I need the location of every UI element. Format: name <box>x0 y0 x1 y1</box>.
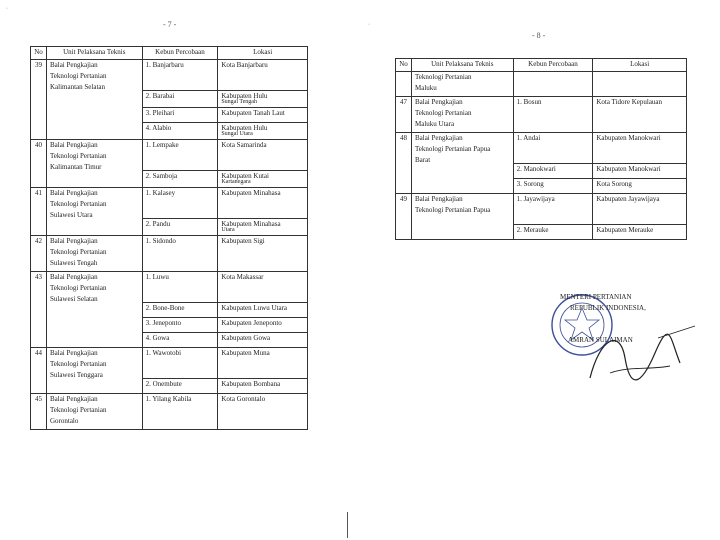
lokasi-cell <box>593 225 687 240</box>
lokasi-text: Kota Makassar <box>221 272 264 281</box>
table-row <box>31 271 308 302</box>
left-table <box>30 46 308 430</box>
table-row <box>396 194 687 225</box>
kebun-cell: 1. Bosun <box>513 97 593 133</box>
lokasi-cell <box>593 179 687 194</box>
lokasi-cell <box>218 218 308 235</box>
unit-name-line: Teknologi Pertanian <box>49 359 107 368</box>
kebun-cell: 2. Samboja <box>142 170 218 187</box>
table-row <box>31 347 308 378</box>
table-row <box>31 235 308 271</box>
lokasi-text: Kabupaten Muna <box>221 348 270 357</box>
lokasi-cell <box>218 347 308 378</box>
table-row <box>31 187 308 218</box>
unit-cell <box>411 72 513 97</box>
lokasi-text: Kabupaten Hulu <box>221 92 268 100</box>
kebun-cell: 1. Luwu <box>142 271 218 302</box>
lokasi-cell <box>218 332 308 347</box>
lokasi-text: Kabupaten Sigi <box>221 236 265 245</box>
lokasi-text: Kabupaten Manokwari <box>596 134 661 143</box>
unit-cell <box>46 187 142 235</box>
lokasi-cell <box>593 72 687 97</box>
unit-name-line: Balai Pengkajian <box>49 61 98 69</box>
lokasi-text: Kota Samarinda <box>221 140 267 149</box>
lokasi-text: Kabupaten Manokwari <box>596 165 661 174</box>
kebun-cell: 1. Wawotobi <box>142 347 218 378</box>
unit-name-line: Teknologi Pertanian Papua <box>414 145 491 154</box>
unit-name-line: Balai Pengkajian <box>49 394 98 403</box>
table-row <box>31 393 308 429</box>
signature-title-2: REPUBLIK INDONESIA, <box>570 303 646 312</box>
lokasi-text: Kabupaten Jeneponto <box>221 318 282 327</box>
unit-name-line: Maluku <box>414 84 437 93</box>
unit-cell <box>46 235 142 271</box>
unit-name-line: Balai Pengkajian <box>49 188 98 197</box>
unit-name-line: Teknologi Pertanian Papua <box>414 206 491 215</box>
header-no: No <box>396 59 412 72</box>
kebun-cell: 1. Lempake <box>142 139 218 170</box>
signature-block <box>560 292 690 346</box>
lokasi-cell <box>218 378 308 393</box>
row-number: 43 <box>31 271 47 347</box>
unit-name-line: Balai Pengkajian <box>49 272 98 281</box>
lokasi-cell <box>593 133 687 164</box>
unit-name-line: Balai Pengkajian <box>414 98 463 107</box>
lokasi-cell <box>593 164 687 179</box>
unit-cell <box>46 139 142 187</box>
unit-cell <box>411 97 513 133</box>
header-no: No <box>31 47 47 60</box>
unit-cell <box>46 393 142 429</box>
kebun-cell: 4. Gowa <box>142 332 218 347</box>
lokasi-cell <box>218 302 308 317</box>
row-number: 44 <box>31 347 47 393</box>
unit-name-line: Sulawesi Utara <box>49 210 93 219</box>
kebun-cell: 1. Sidondo <box>142 235 218 271</box>
table-row <box>396 97 687 133</box>
kebun-cell: 4. Alabio <box>142 122 218 139</box>
row-number: 47 <box>396 97 412 133</box>
lokasi-text: Kabupaten Jayawijaya <box>596 195 660 204</box>
lokasi-cell <box>593 194 687 225</box>
unit-name-line: Teknologi Pertanian <box>49 72 107 81</box>
unit-name-line: Balai Pengkajian <box>414 134 463 143</box>
kebun-cell: 1. Jayawijaya <box>513 194 593 225</box>
lokasi-text: Kota Tidore Kepulauan <box>596 98 663 107</box>
unit-name-line: Balai Pengkajian <box>49 236 98 245</box>
unit-name-line: Sulawesi Tenggara <box>49 370 103 379</box>
lokasi-text: Kota Gorontalo <box>221 394 266 403</box>
kebun-cell: 2. Pandu <box>142 218 218 235</box>
lokasi-cell <box>218 107 308 122</box>
lokasi-subtext: Utara <box>221 226 235 233</box>
table-row <box>396 133 687 164</box>
kebun-cell: 1. Banjarbaru <box>142 60 218 91</box>
lokasi-text: Kabupaten Luwu Utara <box>221 303 288 312</box>
right-table-body <box>396 72 687 240</box>
lokasi-text: Kabupaten Minahasa <box>221 219 281 228</box>
lokasi-cell <box>218 60 308 91</box>
lokasi-subtext: Kartanegara <box>221 178 251 185</box>
lokasi-text: Kabupaten Bombana <box>221 379 281 388</box>
table-header-row <box>396 59 687 72</box>
lokasi-text: Kabupaten Gowa <box>221 333 271 342</box>
left-table-body <box>31 60 308 430</box>
header-lokasi: Lokasi <box>593 59 687 72</box>
kebun-cell: 2. Manokwari <box>513 164 593 179</box>
unit-name-line: Gorontalo <box>49 416 79 425</box>
kebun-cell: 3. Pleihari <box>142 107 218 122</box>
row-number: 42 <box>31 235 47 271</box>
table-row <box>396 72 687 97</box>
kebun-cell: 2. Merauke <box>513 225 593 240</box>
header-kebun: Kebun Percobaan <box>142 47 218 60</box>
lokasi-cell <box>218 271 308 302</box>
kebun-cell: 2. Bone-Bone <box>142 302 218 317</box>
unit-name-line: Maluku Utara <box>414 120 455 129</box>
lokasi-cell <box>218 235 308 271</box>
scan-mark: · <box>368 22 370 28</box>
unit-name-line: Teknologi Pertanian <box>49 199 107 208</box>
kebun-cell: 3. Sorong <box>513 179 593 194</box>
lokasi-cell <box>218 170 308 187</box>
table-row <box>31 139 308 170</box>
header-unit: Unit Pelaksana Teknis <box>411 59 513 72</box>
unit-cell <box>46 60 142 140</box>
row-number: 48 <box>396 133 412 194</box>
row-number: 40 <box>31 139 47 187</box>
unit-name-line: Balai Pengkajian <box>49 140 98 149</box>
lokasi-cell <box>218 317 308 332</box>
lokasi-text: Kota Sorong <box>596 180 632 189</box>
unit-cell <box>411 133 513 194</box>
header-kebun: Kebun Percobaan <box>513 59 593 72</box>
unit-name-line: Teknologi Pertanian <box>414 109 472 118</box>
lokasi-cell <box>593 97 687 133</box>
row-number <box>396 72 412 97</box>
row-number: 41 <box>31 187 47 235</box>
kebun-cell: 2. Onembute <box>142 378 218 393</box>
header-lokasi: Lokasi <box>218 47 308 60</box>
kebun-cell: 1. Kalasey <box>142 187 218 218</box>
lokasi-text: Kabupaten Tanah Laut <box>221 108 285 117</box>
page-number-left: - 7 - <box>163 20 177 29</box>
unit-cell <box>46 347 142 393</box>
kebun-cell: 1. Yilang Kabila <box>142 393 218 429</box>
kebun-cell: 2. Barabai <box>142 91 218 108</box>
unit-name-line: Kalimantan Selatan <box>49 83 105 92</box>
unit-name-line: Sulawesi Tengah <box>49 258 98 267</box>
unit-name-line: Kalimantan Timur <box>49 162 102 171</box>
kebun-cell <box>513 72 593 97</box>
lokasi-cell <box>218 187 308 218</box>
row-number: 49 <box>396 194 412 240</box>
right-table <box>395 58 687 240</box>
unit-name-line: Sulawesi Selatan <box>49 294 98 303</box>
binding-line <box>347 512 348 538</box>
unit-cell <box>46 271 142 347</box>
lokasi-cell <box>218 139 308 170</box>
unit-name-line: Teknologi Pertanian <box>49 247 107 256</box>
row-number: 39 <box>31 60 47 140</box>
lokasi-text: Kota Banjarbaru <box>221 61 268 69</box>
kebun-cell: 1. Andai <box>513 133 593 164</box>
row-number: 45 <box>31 393 47 429</box>
scan-mark: · <box>6 6 8 12</box>
signature-name: AMRAN SULAIMAN <box>568 336 633 344</box>
kebun-cell: 3. Jeneponto <box>142 317 218 332</box>
lokasi-cell <box>218 122 308 139</box>
page-number-right: - 8 - <box>532 31 546 40</box>
lokasi-subtext: Sungai Tengah <box>221 99 257 106</box>
lokasi-text: Kabupaten Kutai <box>221 171 269 180</box>
header-unit: Unit Pelaksana Teknis <box>46 47 142 60</box>
lokasi-text: Kabupaten Minahasa <box>221 188 281 197</box>
lokasi-cell <box>218 393 308 429</box>
table-header-row <box>31 47 308 60</box>
unit-name-line: Teknologi Pertanian <box>414 73 472 81</box>
unit-name-line: Teknologi Pertanian <box>49 405 107 414</box>
unit-name-line: Teknologi Pertanian <box>49 283 107 292</box>
signature-title-1: MENTERI PERTANIAN <box>560 293 632 301</box>
lokasi-text: Kabupaten Merauke <box>596 226 654 235</box>
unit-cell <box>411 194 513 240</box>
unit-name-line: Barat <box>414 156 431 165</box>
unit-name-line: Balai Pengkajian <box>414 195 463 204</box>
unit-name-line: Balai Pengkajian <box>49 348 98 357</box>
lokasi-subtext: Sungai Utara <box>221 130 253 137</box>
lokasi-text: Kabupaten Hulu <box>221 123 268 132</box>
table-row <box>31 60 308 91</box>
unit-name-line: Teknologi Pertanian <box>49 151 107 160</box>
lokasi-cell <box>218 91 308 108</box>
